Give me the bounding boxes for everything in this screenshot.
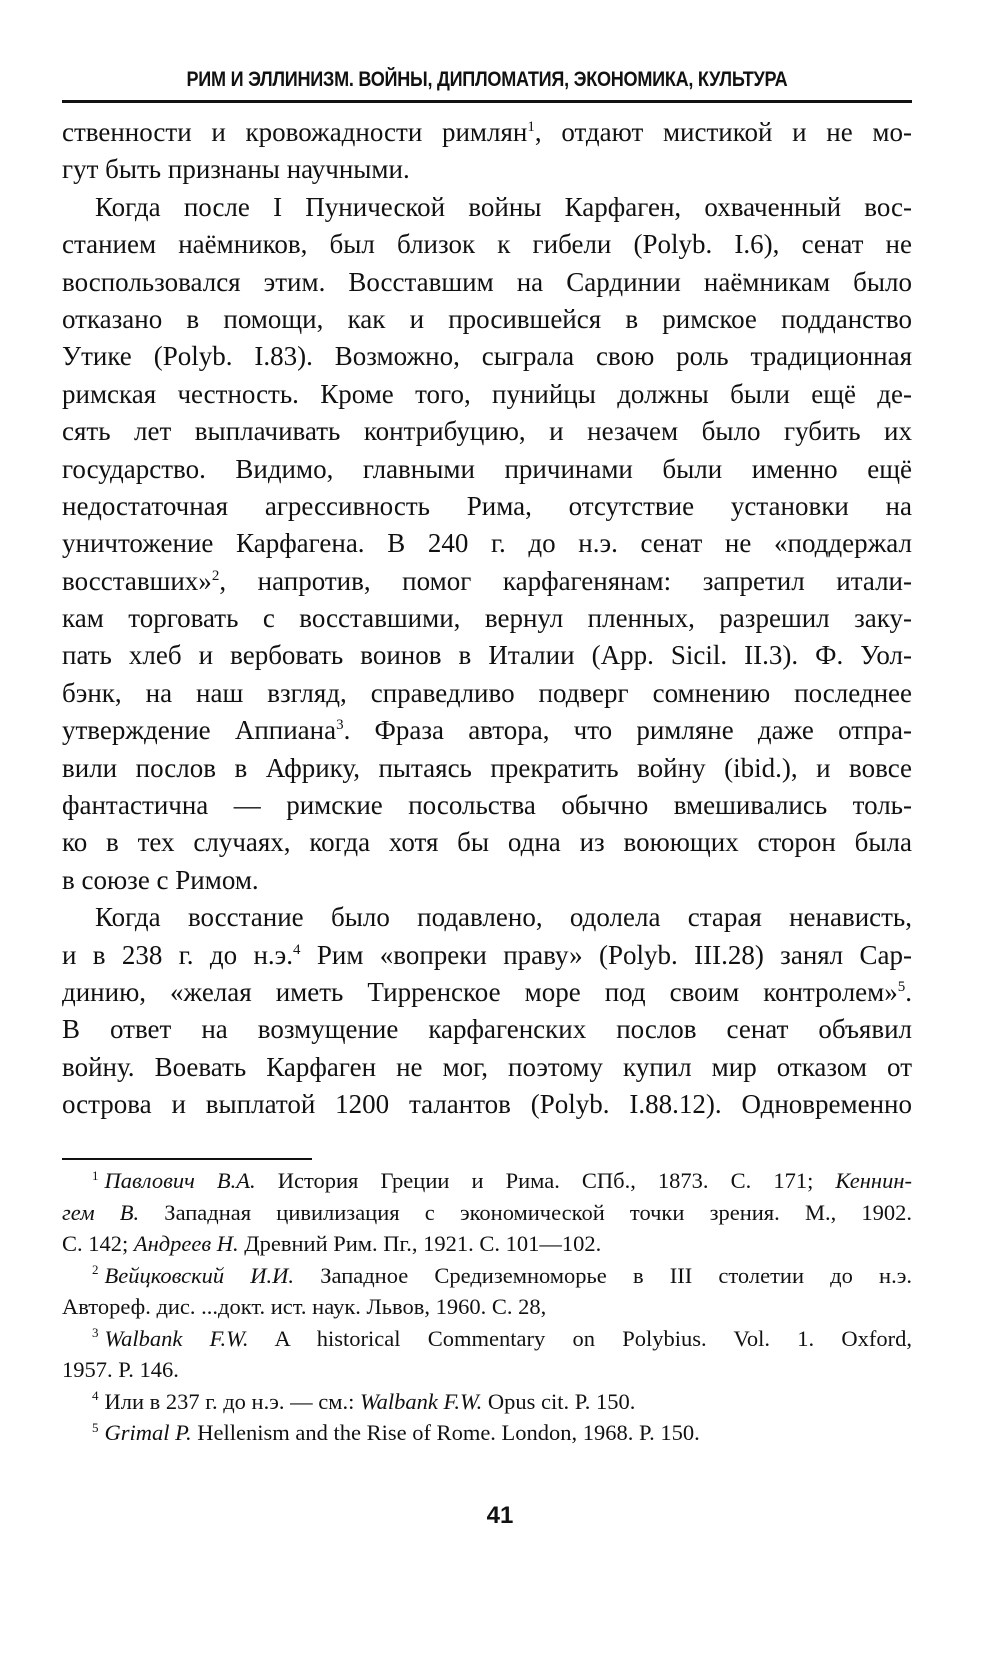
text-run: кам торговать с восставшими, вернул пленных, разрешил заку-: [62, 603, 912, 634]
page-number: 41: [486, 1502, 514, 1529]
text-run: Когда восстание было подавлено, одолела старая ненависть,: [95, 902, 912, 933]
footnote-ref: 2: [211, 567, 220, 584]
text-line: [62, 338, 912, 375]
text-run: бэнк, на наш взгляд, справедливо подверг сомнению последнее: [62, 677, 912, 708]
text-line: [62, 974, 912, 1011]
text-line: [62, 637, 912, 674]
text-line: [62, 376, 912, 413]
text-run: отказано в помощи, как и просившейся в римское подданство: [62, 303, 912, 334]
body-text: [62, 114, 912, 1124]
footnote-ref: 3: [336, 717, 344, 734]
footnote-line: [62, 1291, 912, 1323]
text-run: сять лет выплачивать контрибуцию, и незачем было губить их: [62, 416, 912, 447]
text-run: ственности и кровожадности римлян: [62, 117, 528, 147]
footnote-ref: 4: [92, 1388, 99, 1403]
footnote-ref: 4: [293, 941, 301, 958]
footnote-line: [62, 1228, 912, 1260]
author-name: Grimal P.: [104, 1420, 192, 1445]
text-run: Когда после I Пунической войны Карфаген, охваченный вос-: [95, 191, 912, 222]
text-run: Рим «вопреки праву» (Polyb. III.28) занял Сар-: [300, 939, 912, 970]
text-line: [62, 226, 912, 263]
text-line: [62, 189, 912, 226]
footnote-ref: 2: [92, 1262, 99, 1277]
text-run: римская честность. Кроме того, пунийцы должны были ещё де-: [62, 378, 912, 409]
text-run: , отдают мистикой и не мо-: [534, 117, 912, 147]
text-line: [62, 1049, 912, 1086]
footnotes: [62, 1165, 912, 1449]
text-run: восставших»: [62, 565, 212, 596]
text-line: [62, 1011, 912, 1048]
text-line: [62, 600, 912, 637]
text-run: Opus cit. P. 150.: [482, 1388, 636, 1414]
author-name: гем В.: [62, 1199, 140, 1225]
text-line: [62, 712, 912, 749]
author-name: Вейцковский И.И.: [104, 1262, 295, 1288]
text-run: История Греции и Рима. СПб., 1873. С. 171;: [255, 1168, 836, 1193]
author-name: Павлович В.А.: [104, 1168, 256, 1193]
text-line: [62, 525, 912, 562]
text-line: [62, 563, 912, 600]
text-run: войну. Воевать Карфаген не мог, поэтому купил мир отказом от: [62, 1051, 912, 1082]
footnote-line: [62, 1323, 912, 1355]
text-run: Hellenism and the Rise of Rome. London, 1968. P. 150.: [191, 1420, 700, 1445]
text-run: Западное Средиземноморье в III столетии до н.э.: [294, 1262, 912, 1288]
text-run: острова и выплатой 1200 талантов (Polyb. I.88.12). Одновременно: [62, 1089, 912, 1120]
text-run: утверждение Аппиана: [62, 715, 337, 746]
author-name: Кеннин-: [835, 1168, 913, 1193]
text-run: ко в тех случаях, когда хотя бы одна из воюющих сторон была: [62, 827, 912, 858]
text-run: фантастична — римские посольства обычно вмешивались толь-: [62, 790, 912, 821]
running-header: РИМ И ЭЛЛИНИЗМ. ВОЙНЫ, ДИПЛОМАТИЯ, ЭКОНОМИКА, КУЛЬТУРА: [186, 68, 788, 91]
text-run: , напротив, помог карфагенянам: запретил итали-: [219, 565, 912, 596]
text-line: [62, 114, 912, 151]
footnote-line: [62, 1417, 912, 1449]
footnote-ref: 1: [527, 119, 535, 135]
footnote-line: [62, 1260, 912, 1292]
footnote-ref: 1: [92, 1167, 99, 1183]
text-line: [62, 899, 912, 936]
text-run: уничтожение Карфагена. В 240 г. до н.э. сенат не «поддержал: [62, 528, 912, 559]
footnote-ref: 3: [92, 1325, 99, 1340]
text-run: вили послов в Африку, пытаясь прекратить войну (ibid.), и вовсе: [62, 752, 912, 783]
footnote-ref: 5: [92, 1419, 99, 1435]
text-line: [62, 451, 912, 488]
text-run: Автореф. дис. ...докт. ист. наук. Львов, 1960. С. 28,: [62, 1294, 547, 1319]
text-run: воспользовался этим. Восставшим на Сардинии наёмникам было: [62, 266, 912, 297]
text-run: недостаточная агрессивность Рима, отсутствие установки на: [62, 490, 912, 521]
text-run: В ответ на возмущение карфагенских послов сенат объявил: [62, 1014, 912, 1045]
text-line: [62, 937, 912, 974]
text-line: [62, 862, 912, 899]
text-run: пать хлеб и вербовать воинов в Италии (App. Sicil. II.3). Ф. Уол-: [62, 640, 912, 671]
text-line: [62, 264, 912, 301]
footnote-ref: 5: [897, 978, 906, 995]
text-line: [62, 824, 912, 861]
text-run: .: [905, 976, 912, 1007]
footnote-separator: [62, 1158, 312, 1160]
author-name: Андреев Н.: [133, 1231, 239, 1256]
text-line: [62, 787, 912, 824]
text-line: [62, 750, 912, 787]
footnote-line: [62, 1165, 912, 1197]
header-rule: [62, 100, 912, 103]
text-line: [62, 675, 912, 712]
footnote-line: [62, 1197, 912, 1229]
text-run: A historical Commentary on Polybius. Vol. 1. Oxford,: [248, 1325, 912, 1351]
text-line: [62, 1086, 912, 1123]
text-run: Или в 237 г. до н.э. — см.:: [104, 1388, 360, 1414]
text-run: гут быть признаны научными.: [62, 154, 410, 185]
text-run: станием наёмников, был близок к гибели (Polyb. I.6), сенат не: [62, 229, 912, 260]
footnote-line: [62, 1386, 912, 1418]
text-run: С. 142;: [62, 1231, 134, 1256]
text-run: государство. Видимо, главными причинами были именно ещё: [62, 453, 912, 484]
text-run: . Фраза автора, что римляне даже отпра-: [343, 715, 912, 746]
text-line: [62, 488, 912, 525]
text-line: [62, 151, 912, 188]
text-line: [62, 301, 912, 338]
author-name: Walbank F.W.: [104, 1325, 249, 1351]
text-run: Утике (Polyb. I.83). Возможно, сыграла свою роль традиционная: [62, 341, 912, 372]
text-run: Западная цивилизация с экономической точки зрения. М., 1902.: [139, 1199, 912, 1225]
text-run: и в 238 г. до н.э.: [62, 939, 294, 970]
text-run: в союзе с Римом.: [62, 864, 259, 895]
text-run: Древний Рим. Пг., 1921. С. 101—102.: [238, 1231, 602, 1256]
text-run: динию, «желая иметь Тирренское море под своим контролем»: [62, 976, 898, 1007]
text-line: [62, 413, 912, 450]
footnote-line: [62, 1354, 912, 1386]
author-name: Walbank F.W.: [359, 1388, 483, 1414]
text-run: 1957. P. 146.: [62, 1357, 179, 1382]
